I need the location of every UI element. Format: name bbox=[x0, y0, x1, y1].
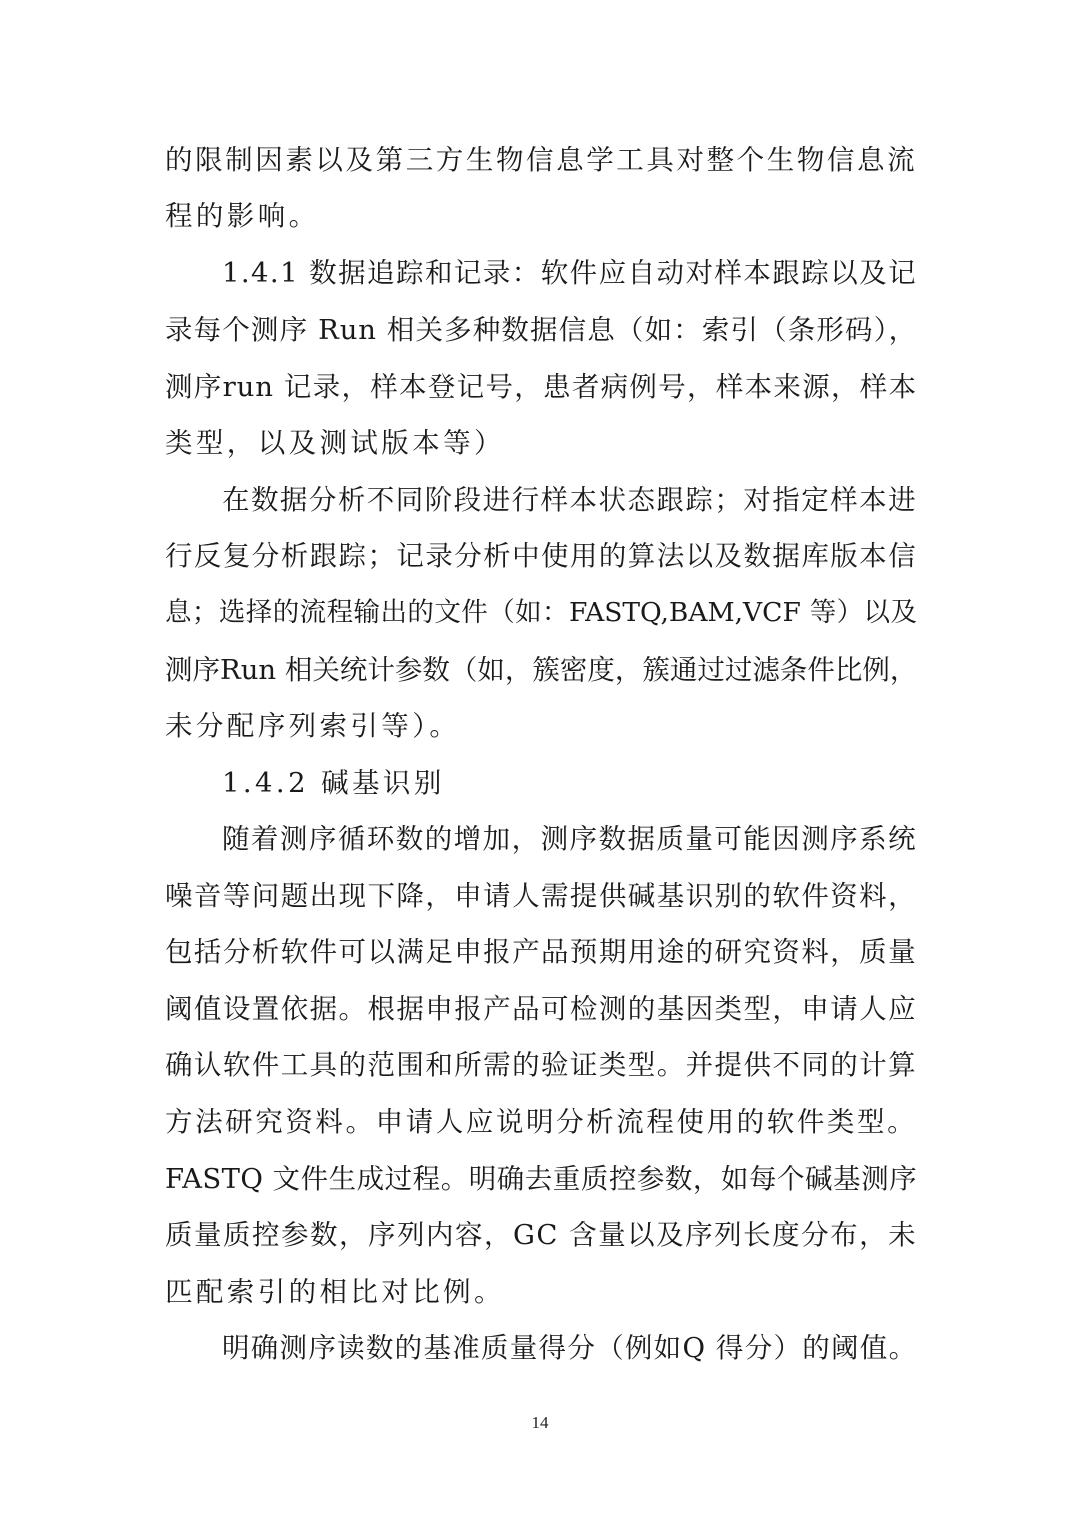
paragraph-line: 未分配序列索引等）。 bbox=[165, 710, 461, 742]
paragraph-line: 息；选择的流程输出的文件（如：FASTQ,BAM,VCF 等）以及 bbox=[165, 597, 917, 628]
paragraph-line: 随着测序循环数的增加，测序数据质量可能因测序系统 bbox=[222, 823, 917, 855]
paragraph-line: 测序Run 相关统计参数（如，簇密度，簇通过过滤条件比例， bbox=[165, 654, 918, 686]
paragraph-line: FASTQ 文件生成过程。明确去重质控参数，如每个碱基测序 bbox=[165, 1163, 917, 1195]
paragraph-line: 质量质控参数，序列内容，GC 含量以及序列长度分布，未 bbox=[165, 1219, 917, 1251]
paragraph-line: 方法研究资料。申请人应说明分析流程使用的软件类型。 bbox=[165, 1106, 917, 1138]
section-heading-line: 1.4.1 数据追踪和记录：软件应自动对样本跟踪以及记 bbox=[222, 257, 917, 289]
section-heading: 1.4.2 碱基识别 bbox=[222, 767, 445, 799]
paragraph-line: 确认软件工具的范围和所需的验证类型。并提供不同的计算 bbox=[165, 1049, 917, 1081]
paragraph-line: 匹配索引的相比对比例。 bbox=[165, 1276, 505, 1308]
paragraph-line: 的限制因素以及第三方生物信息学工具对整个生物信息流 bbox=[165, 144, 917, 176]
paragraph-line: 类型，以及测试版本等） bbox=[165, 427, 505, 459]
paragraph-line: 程的影响。 bbox=[165, 200, 320, 232]
paragraph-line: 包括分析软件可以满足申报产品预期用途的研究资料，质量 bbox=[165, 936, 917, 968]
paragraph-line: 录每个测序 Run 相关多种数据信息（如：索引（条形码）， bbox=[165, 314, 917, 346]
paragraph-line: 在数据分析不同阶段进行样本状态跟踪；对指定样本进 bbox=[222, 484, 917, 516]
paragraph-line: 噪音等问题出现下降，申请人需提供碱基识别的软件资料， bbox=[165, 880, 917, 912]
page-number: 14 bbox=[531, 1413, 549, 1432]
paragraph-line: 行反复分析跟踪；记录分析中使用的算法以及数据库版本信 bbox=[165, 540, 917, 572]
paragraph-line: 明确测序读数的基准质量得分（例如Q 得分）的阈值。 bbox=[222, 1332, 917, 1364]
paragraph-line: 测序run 记录，样本登记号，患者病例号，样本来源，样本 bbox=[165, 371, 917, 403]
paragraph-line: 阈值设置依据。根据申报产品可检测的基因类型，申请人应 bbox=[165, 993, 917, 1025]
